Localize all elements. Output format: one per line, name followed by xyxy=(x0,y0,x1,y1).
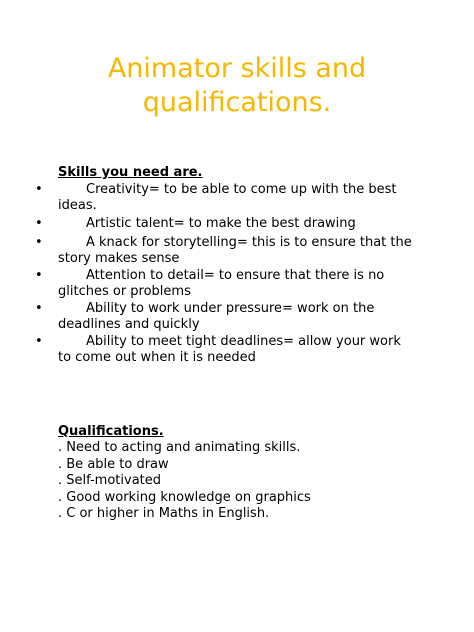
skill-text: Creativity= to be able to come up with the best ideas. xyxy=(58,182,397,213)
bullet-icon: • xyxy=(35,334,43,349)
skills-list xyxy=(0,182,474,366)
skill-text: A knack for storytelling= this is to ensure that the story makes sense xyxy=(58,235,412,266)
qualifications-heading: Qualifications. xyxy=(58,424,164,439)
skill-item xyxy=(0,301,474,333)
qualification-item: . Be able to draw xyxy=(58,456,169,472)
skill-item xyxy=(0,216,474,232)
bullet-icon: • xyxy=(35,235,43,250)
bullet-icon: • xyxy=(35,182,43,197)
qualification-item: . Need to acting and animating skills. xyxy=(58,440,301,455)
bullet-icon: • xyxy=(35,268,43,283)
skill-text: Artistic talent= to make the best drawing xyxy=(86,216,356,231)
skill-item xyxy=(0,182,474,214)
qualifications-list xyxy=(58,440,311,523)
bullet-icon: • xyxy=(35,301,43,316)
skill-item xyxy=(0,235,474,267)
bullet-icon: • xyxy=(35,216,43,231)
skill-text: Attention to detail= to ensure that there is no glitches or problems xyxy=(58,268,385,299)
skill-item xyxy=(0,334,474,366)
qualification-item: . C or higher in Maths in English. xyxy=(58,506,270,521)
qualification-item: . Good working knowledge on graphics xyxy=(58,489,311,505)
qualification-item: . Self-motivated xyxy=(58,473,162,488)
skills-heading: Skills you need are. xyxy=(58,165,203,180)
skill-text: Ability to work under pressure= work on the deadlines and quickly xyxy=(58,301,375,332)
page-title xyxy=(0,52,474,120)
skill-text: Ability to meet tight deadlines= allow your work to come out when it is needed xyxy=(58,334,401,365)
title-line-1: Animator skills and xyxy=(107,53,367,84)
skill-item xyxy=(0,268,474,300)
title-line-2: qualifications. xyxy=(142,87,332,118)
